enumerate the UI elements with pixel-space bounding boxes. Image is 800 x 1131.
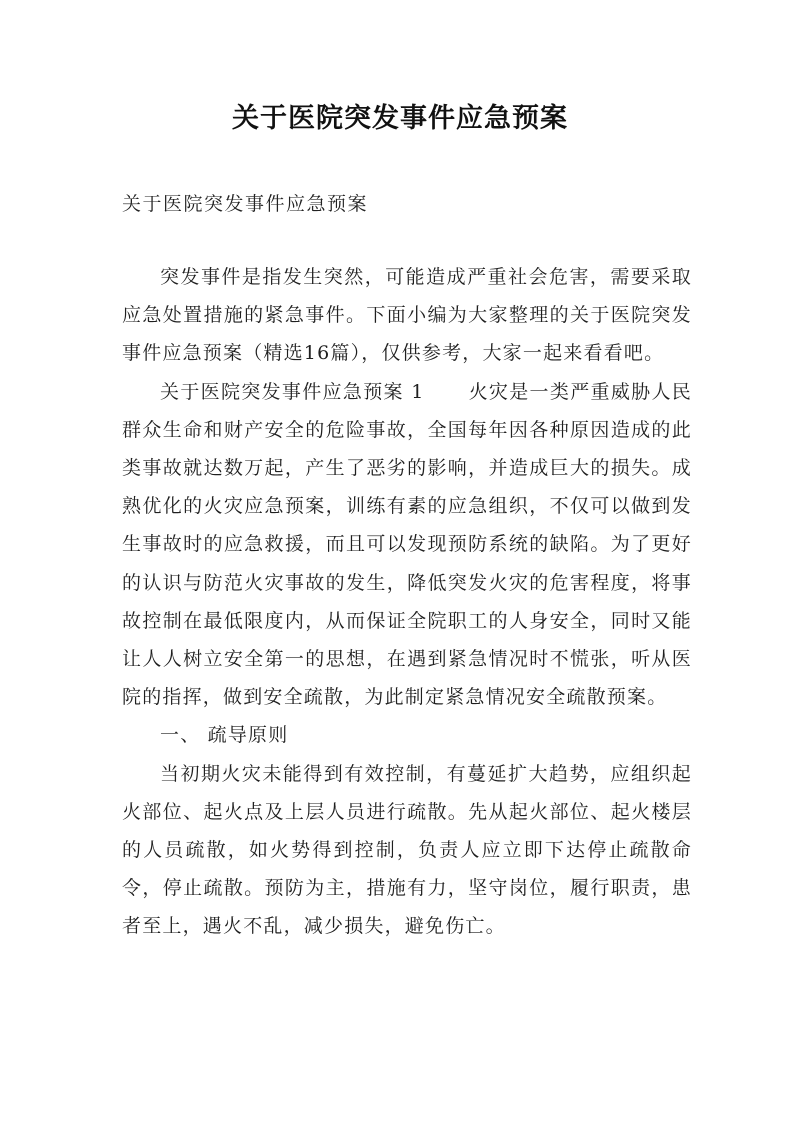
section-heading-guidance-principles: 一、 疏导原则 — [160, 724, 289, 747]
section-1-label: 关于医院突发事件应急预案 1 — [160, 380, 425, 403]
section-1-body: 火灾是一类严重威胁人民群众生命和财产安全的危险事故，全国每年因各种原因造成的此类事故就达数万起，产生了恶劣的影响，并造成巨大的损失。成熟优化的火灾应急预案，训练有素的应急组织，不仅可以做到发生事故时的应急救援，而且可以发现预防系统的缺陷。为了更好的认识与防范火灾事故的发生，降低突发火灾的危害程度，将事故控制在最低限度内，从而保证全院职工的人身安全，同时又能让人人树立安全第一的思想，在遇到紧急情况时不慌张，听从医院的指挥，做到安全疏散，为此制定紧急情况安全疏散预案。 — [122, 380, 692, 709]
guidance-paragraph: 当初期火灾未能得到有效控制，有蔓延扩大趋势，应组织起火部位、起火点及上层人员进行疏散。先从起火部位、起火楼层的人员疏散，如火势得到控制，负责人应立即下达停止疏散命令，停止疏散。预防为主，措施有力，坚守岗位，履行职责，患者至上，遇火不乱，减少损失，避免伤亡。 — [122, 762, 692, 938]
intro-paragraph: 突发事件是指发生突然，可能造成严重社会危害，需要采取应急处置措施的紧急事件。下面小编为大家整理的关于医院突发事件应急预案（精选16篇），仅供参考，大家一起来看看吧。 — [122, 266, 692, 365]
document-body — [122, 258, 692, 946]
section-1-paragraph — [122, 373, 692, 717]
document-title: 关于医院突发事件应急预案 — [232, 103, 568, 134]
document-subtitle: 关于医院突发事件应急预案 — [122, 193, 369, 215]
